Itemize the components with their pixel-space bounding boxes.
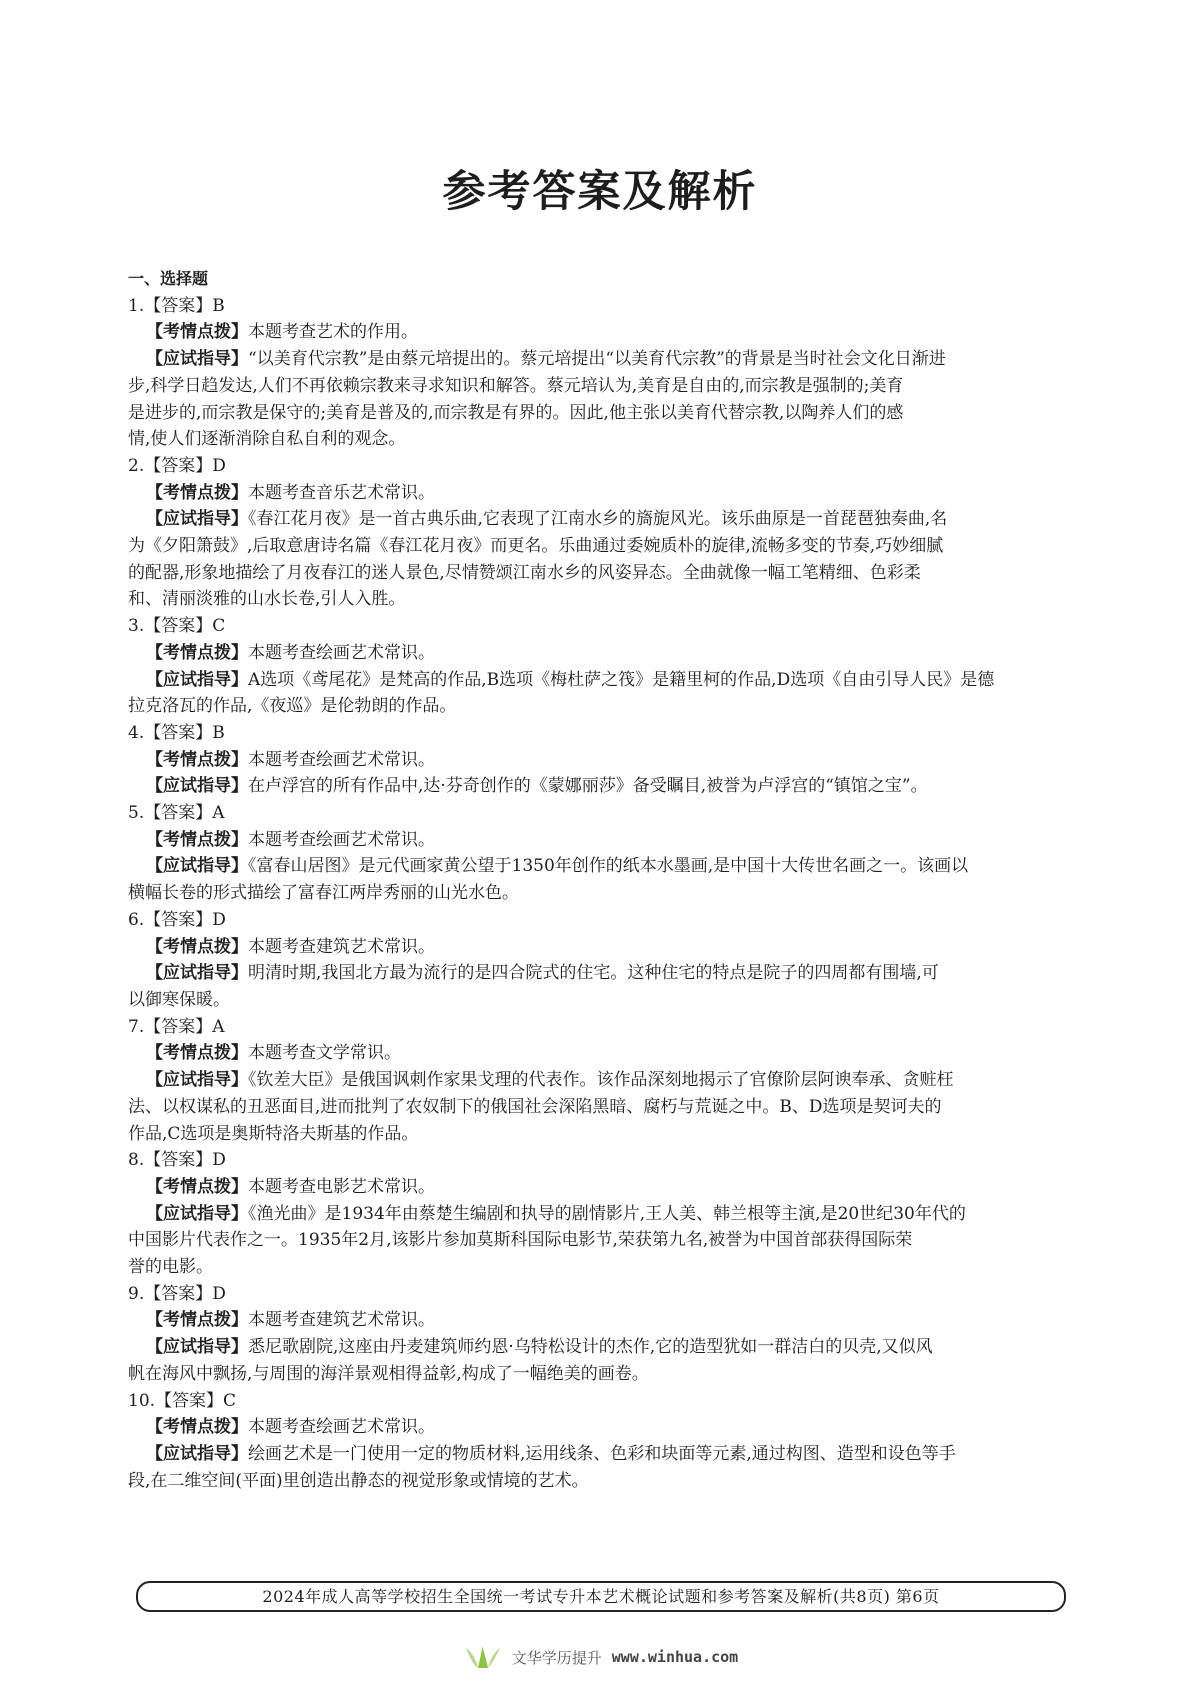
guide-label: 【应试指导】 bbox=[146, 1203, 248, 1224]
guide-label: 【应试指导】 bbox=[146, 1070, 248, 1091]
question-block bbox=[128, 453, 1073, 613]
guide-line bbox=[128, 960, 1073, 987]
question-block bbox=[128, 907, 1073, 1014]
question-block bbox=[128, 1014, 1073, 1148]
hint-line bbox=[128, 1174, 1073, 1201]
hint-text: 本题考查建筑艺术常识。 bbox=[248, 936, 435, 957]
question-block bbox=[128, 1147, 1073, 1281]
guide-line bbox=[128, 1201, 1073, 1228]
guide-label: 【应试指导】 bbox=[146, 1337, 248, 1358]
guide-line bbox=[128, 693, 1073, 720]
guide-text: A选项《鸢尾花》是梵高的作品,B选项《梅杜萨之筏》是籍里柯的作品,D选项《自由引导人民》是德 bbox=[248, 669, 995, 690]
answer-line: 7.【答案】A bbox=[128, 1016, 225, 1037]
question-block bbox=[128, 1281, 1073, 1388]
question-block bbox=[128, 720, 1073, 800]
guide-line bbox=[128, 533, 1073, 560]
hint-label: 【考情点拨】 bbox=[146, 829, 248, 850]
hint-text: 本题考查绘画艺术常识。 bbox=[248, 829, 435, 850]
hint-label: 【考情点拨】 bbox=[146, 1310, 248, 1331]
hint-text: 本题考查艺术的作用。 bbox=[248, 322, 418, 343]
answer-line: 2.【答案】D bbox=[128, 455, 226, 476]
answer-line: 6.【答案】D bbox=[128, 909, 226, 930]
guide-text: 作品,C选项是奥斯特洛夫斯基的作品。 bbox=[128, 1123, 419, 1144]
guide-line bbox=[128, 1254, 1073, 1281]
page-title: 参考答案及解析 bbox=[442, 167, 758, 217]
guide-text: 帆在海风中飘扬,与周围的海洋景观相得益彰,构成了一幅绝美的画卷。 bbox=[128, 1363, 649, 1384]
hint-line bbox=[128, 1414, 1073, 1441]
hint-line bbox=[128, 934, 1073, 961]
answer-line: 3.【答案】C bbox=[128, 616, 226, 637]
guide-line bbox=[128, 426, 1073, 453]
guide-line bbox=[128, 773, 1073, 800]
guide-line bbox=[128, 506, 1073, 533]
answer-line: 1.【答案】B bbox=[128, 295, 225, 316]
guide-line bbox=[128, 1441, 1073, 1468]
guide-line bbox=[128, 667, 1073, 694]
guide-label: 【应试指导】 bbox=[146, 509, 248, 530]
guide-line bbox=[128, 373, 1073, 400]
guide-text: 明清时期,我国北方最为流行的是四合院式的住宅。这种住宅的特点是院子的四周都有围墙,可 bbox=[248, 963, 939, 984]
watermark-url: www.winhua.com bbox=[611, 1648, 739, 1666]
guide-text: 以御寒保暖。 bbox=[128, 989, 230, 1010]
question-block bbox=[128, 293, 1073, 453]
guide-line bbox=[128, 1334, 1073, 1361]
guide-label: 【应试指导】 bbox=[146, 1443, 248, 1464]
guide-line bbox=[128, 400, 1073, 427]
hint-line bbox=[128, 747, 1073, 774]
guide-line bbox=[128, 987, 1073, 1014]
hint-line bbox=[128, 319, 1073, 346]
answer-line: 5.【答案】A bbox=[128, 803, 225, 824]
answer-line: 10.【答案】C bbox=[128, 1390, 237, 1411]
guide-line bbox=[128, 1094, 1073, 1121]
guide-line bbox=[128, 853, 1073, 880]
guide-text: “以美育代宗教”是由蔡元培提出的。蔡元培提出“以美育代宗教”的背景是当时社会文化日渐进 bbox=[248, 349, 946, 370]
guide-text: 步,科学日趋发达,人们不再依赖宗教来寻求知识和解答。蔡元培认为,美育是自由的,而宗教是强制的;美育 bbox=[128, 375, 904, 396]
answer-content bbox=[128, 266, 1073, 1494]
guide-text: 段,在二维空间(平面)里创造出静态的视觉形象或情境的艺术。 bbox=[128, 1470, 589, 1491]
guide-text: 在卢浮宫的所有作品中,达·芬奇创作的《蒙娜丽莎》备受瞩目,被誉为卢浮宫的“镇馆之宝”。 bbox=[248, 776, 928, 797]
hint-label: 【考情点拨】 bbox=[146, 749, 248, 770]
hint-line bbox=[128, 1307, 1073, 1334]
hint-label: 【考情点拨】 bbox=[146, 482, 248, 503]
hint-text: 本题考查文学常识。 bbox=[248, 1043, 401, 1064]
hint-label: 【考情点拨】 bbox=[146, 936, 248, 957]
hint-line bbox=[128, 827, 1073, 854]
guide-text: 是进步的,而宗教是保守的;美育是普及的,而宗教是有界的。因此,他主张以美育代替宗教,以陶养人们的感 bbox=[128, 402, 904, 423]
guide-text: 悉尼歌剧院,这座由丹麦建筑师约恩·乌特松设计的杰作,它的造型犹如一群洁白的贝壳,又似风 bbox=[248, 1337, 933, 1358]
hint-label: 【考情点拨】 bbox=[146, 322, 248, 343]
hint-line bbox=[128, 480, 1073, 507]
guide-label: 【应试指导】 bbox=[146, 776, 248, 797]
hint-text: 本题考查电影艺术常识。 bbox=[248, 1176, 435, 1197]
hint-text: 本题考查音乐艺术常识。 bbox=[248, 482, 435, 503]
hint-line bbox=[128, 1040, 1073, 1067]
question-block bbox=[128, 613, 1073, 720]
answer-line: 4.【答案】B bbox=[128, 722, 225, 743]
guide-label: 【应试指导】 bbox=[146, 856, 248, 877]
watermark-brand: 文华学历提升 bbox=[511, 1648, 602, 1667]
winhua-leaf-logo-icon bbox=[462, 1644, 502, 1670]
guide-text: 情,使人们逐渐消除自私自利的观念。 bbox=[128, 429, 406, 450]
guide-text: 的配器,形象地描绘了月夜春江的迷人景色,尽情赞颂江南水乡的风姿异态。全曲就像一幅工笔精细、色彩柔 bbox=[128, 562, 921, 583]
guide-text: 法、以权谋私的丑恶面目,进而批判了农奴制下的俄国社会深陷黑暗、腐朽与荒诞之中。B、D选项是契诃夫的 bbox=[128, 1096, 942, 1117]
hint-label: 【考情点拨】 bbox=[146, 1417, 248, 1438]
guide-line bbox=[128, 1067, 1073, 1094]
guide-line bbox=[128, 586, 1073, 613]
page-footer: 2024年成人高等学校招生全国统一考试专升本艺术概论试题和参考答案及解析(共8页) 第6页 bbox=[136, 1581, 1066, 1612]
guide-text: 《富春山居图》是元代画家黄公望于1350年创作的纸本水墨画,是中国十大传世名画之一。该画以 bbox=[248, 856, 969, 877]
hint-line bbox=[128, 640, 1073, 667]
guide-label: 【应试指导】 bbox=[146, 349, 248, 370]
hint-text: 本题考查绘画艺术常识。 bbox=[248, 749, 435, 770]
hint-text: 本题考查建筑艺术常识。 bbox=[248, 1310, 435, 1331]
guide-line bbox=[128, 1121, 1073, 1148]
guide-text: 誉的电影。 bbox=[128, 1257, 213, 1278]
hint-text: 本题考查绘画艺术常识。 bbox=[248, 642, 435, 663]
question-block bbox=[128, 800, 1073, 907]
answer-line: 8.【答案】D bbox=[128, 1150, 226, 1171]
guide-text: 《钦差大臣》是俄国讽刺作家果戈理的代表作。该作品深刻地揭示了官僚阶层阿谀奉承、贪赃枉 bbox=[248, 1070, 954, 1091]
question-block bbox=[128, 1388, 1073, 1495]
section-heading: 一、选择题 bbox=[128, 269, 209, 288]
guide-text: 《渔光曲》是1934年由蔡楚生编剧和执导的剧情影片,王人美、韩兰根等主演,是20世纪30年代的 bbox=[248, 1203, 966, 1224]
hint-text: 本题考查绘画艺术常识。 bbox=[248, 1417, 435, 1438]
guide-text: 横幅长卷的形式描绘了富春江两岸秀丽的山光水色。 bbox=[128, 883, 519, 904]
answer-line: 9.【答案】D bbox=[128, 1283, 226, 1304]
hint-label: 【考情点拨】 bbox=[146, 642, 248, 663]
guide-label: 【应试指导】 bbox=[146, 963, 248, 984]
guide-line bbox=[128, 1227, 1073, 1254]
guide-text: 拉克洛瓦的作品,《夜巡》是伦勃朗的作品。 bbox=[128, 696, 457, 717]
hint-label: 【考情点拨】 bbox=[146, 1043, 248, 1064]
guide-text: 为《夕阳箫鼓》,后取意唐诗名篇《春江花月夜》而更名。乐曲通过委婉质朴的旋律,流畅多变的节奏,巧妙细腻 bbox=[128, 536, 944, 557]
guide-label: 【应试指导】 bbox=[146, 669, 248, 690]
hint-label: 【考情点拨】 bbox=[146, 1176, 248, 1197]
guide-line bbox=[128, 880, 1073, 907]
guide-line bbox=[128, 1361, 1073, 1388]
guide-line bbox=[128, 560, 1073, 587]
guide-text: 绘画艺术是一门使用一定的物质材料,运用线条、色彩和块面等元素,通过构图、造型和设色等手 bbox=[248, 1443, 956, 1464]
guide-text: 中国影片代表作之一。1935年2月,该影片参加莫斯科国际电影节,荣获第九名,被誉为中国首部获得国际荣 bbox=[128, 1230, 913, 1251]
guide-line bbox=[128, 346, 1073, 373]
guide-line bbox=[128, 1468, 1073, 1495]
watermark bbox=[0, 1644, 1200, 1670]
guide-text: 《春江花月夜》是一首古典乐曲,它表现了江南水乡的旖旎风光。该乐曲原是一首琵琶独奏曲,名 bbox=[248, 509, 948, 530]
guide-text: 和、清丽淡雅的山水长卷,引人入胜。 bbox=[128, 589, 406, 610]
